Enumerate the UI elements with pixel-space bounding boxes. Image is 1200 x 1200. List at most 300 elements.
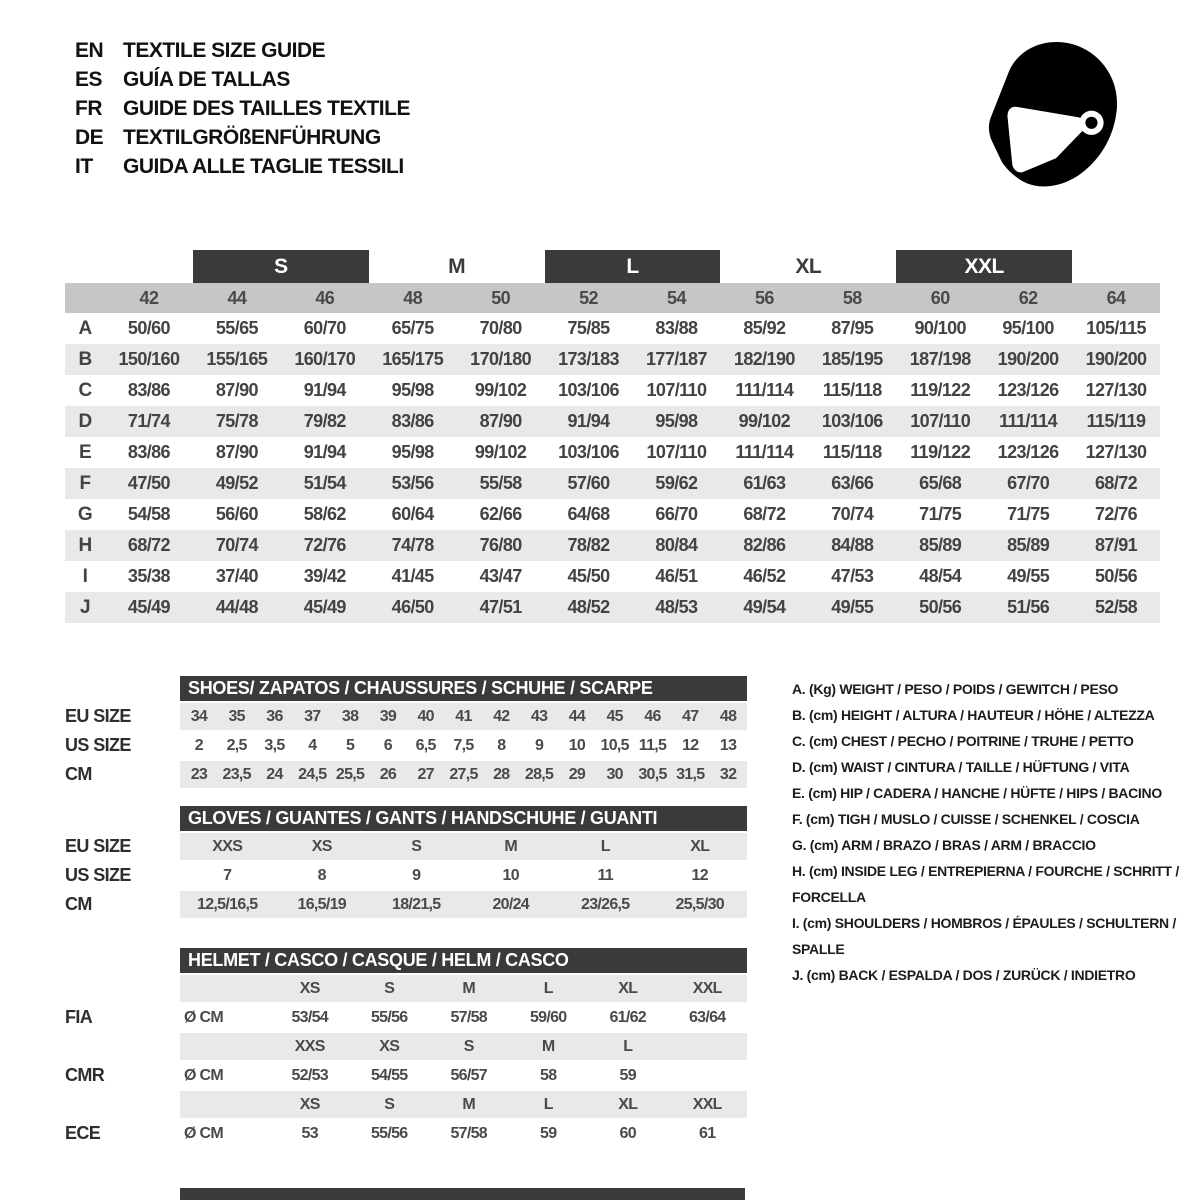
helmet-size-value: 53/54 [291,1008,329,1026]
legend-item [792,910,1188,962]
legend-unit: (cm) [808,785,841,801]
row-values [180,761,747,788]
size-value-cell: 6,5 [415,736,436,754]
size-value-cell: 53/56 [391,473,434,493]
size-value-cell: 49/52 [215,473,258,493]
helmet-size-value: 59 [619,1066,636,1084]
size-group-xxl: XXL [896,250,1072,283]
size-value-cell: M [504,837,518,855]
size-value-cell: 23,5 [222,765,251,783]
size-value-cell: 23/26,5 [581,895,630,913]
numeric-size-label: 46 [315,287,335,308]
size-value-cell: 70/74 [831,504,874,524]
size-value-cell: XL [690,837,710,855]
row-letter-label: G [77,503,93,525]
helmet-size-labels [180,1091,747,1118]
language-code: DE [75,126,104,149]
row-letter-label: B [78,348,92,370]
size-value-cell: 44/48 [215,597,258,617]
textile-size-table [65,250,1160,623]
helmet-size-value [668,1062,748,1089]
legend-item [792,780,1188,806]
size-value-cell: 11 [597,866,613,884]
helmet-size-value: 63/64 [688,1008,726,1026]
legend-text: TIGH / MUSLO / CUISSE / SCHENKEL / COSCIA [837,811,1140,827]
size-value-cell: 7 [223,866,232,884]
size-value-cell: 75/85 [567,318,610,338]
helmet-size-label: XXS [294,1037,325,1055]
size-value-cell: S [411,837,422,855]
size-value-cell: 160/170 [294,349,356,369]
legend-unit: (cm) [809,733,841,749]
language-title: GUIDE DES TAILLES TEXTILE [123,97,410,120]
size-value-cell: 103/106 [558,380,619,400]
size-value-cell: 111/114 [735,380,794,400]
row-label: EU SIZE [65,836,131,856]
size-value-cell: 165/175 [382,349,444,369]
row-letter-label: A [78,317,92,339]
language-code: FR [75,97,102,120]
helmet-size-value: 59 [540,1124,557,1142]
numeric-size-label: 58 [842,287,862,308]
size-value-cell: 35 [228,707,245,725]
helmet-value-row [65,1004,747,1031]
size-value-cell: 70/74 [215,535,258,555]
size-value-cell: 99/102 [474,442,527,462]
size-value-cell: 99/102 [474,380,527,400]
language-code: EN [75,39,104,62]
language-row [75,65,410,94]
size-group-xl: XL [795,254,822,278]
helmet-table-title: HELMET / CASCO / CASQUE / HELM / CASCO [180,948,747,973]
size-value-cell: 105/115 [1086,318,1146,338]
legend-item [792,962,1188,988]
helmet-size-labels [180,1033,747,1060]
size-value-cell: 190/200 [1085,349,1147,369]
row-label [65,1033,180,1060]
size-value-cell: 61/63 [743,473,786,493]
row-letter-label: H [78,534,92,556]
size-value-cell: 50/56 [1095,566,1138,586]
numeric-size-spacer [65,283,105,313]
size-value-cell: 60/70 [303,318,346,338]
size-value-cell: 25,5 [335,765,365,783]
size-value-cell: 170/180 [470,349,532,369]
standard-label: ECE [65,1123,101,1143]
size-value-cell: 119/122 [910,442,971,462]
size-value-cell: 74/78 [391,535,434,555]
legend-key: B. [792,707,809,723]
row-label: US SIZE [65,735,131,755]
table-row [65,499,1160,530]
size-value-cell: 91/94 [567,411,610,431]
table-row [65,468,1160,499]
size-value-cell: 95/100 [1002,318,1054,338]
legend-text: SHOULDERS / HOMBROS / ÉPAULES / SCHULTERN / SPALLE [792,915,1177,957]
table-row [65,375,1160,406]
helmet-values [180,1120,747,1147]
helmet-size-label: S [463,1037,474,1055]
size-value-cell: 123/126 [997,380,1059,400]
size-value-cell: 28,5 [524,765,554,783]
helmet-size-value: 61 [699,1124,716,1142]
size-value-cell: 37/40 [215,566,258,586]
row-letter-label: E [78,441,92,463]
legend-key: F. [792,811,806,827]
size-value-cell: 173/183 [558,349,619,369]
size-value-cell: 64/68 [567,504,610,524]
size-value-cell: 46/52 [743,566,786,586]
size-value-cell: 68/72 [1095,473,1138,493]
size-value-cell: 87/95 [831,318,874,338]
diameter-unit-label: Ø CM [184,1124,223,1142]
table-row [65,437,1160,468]
size-group-l: L [545,250,721,283]
helmet-size-label: XS [299,1095,320,1113]
helmet-size-value: 52/53 [291,1066,329,1084]
size-value-cell: 72/76 [303,535,346,555]
helmet-size-value: 59/60 [529,1008,567,1026]
legend-key: C. [792,733,809,749]
numeric-size-label: 64 [1106,287,1126,308]
row-letter-label: C [78,379,92,401]
size-value-cell: 45/49 [127,597,170,617]
row-values [180,891,747,918]
size-value-cell: 71/74 [127,411,170,431]
size-value-cell: 47/53 [831,566,874,586]
legend-unit: (cm) [809,837,842,853]
diameter-unit-label: Ø CM [184,1066,223,1084]
helmet-values [180,1062,747,1089]
size-value-cell: 18/21,5 [392,895,441,913]
helmet-size-table [65,948,747,1147]
size-value-cell: XS [311,837,332,855]
size-value-cell: 111/114 [999,411,1058,431]
size-value-cell: 45/49 [303,597,346,617]
row-letter-label: D [78,410,92,432]
helmet-values [180,1004,747,1031]
legend-key: I. [792,915,803,931]
row-label: EU SIZE [65,706,131,726]
size-value-cell: 50/56 [919,597,962,617]
gloves-rows [65,833,747,918]
language-row [75,152,410,181]
size-value-cell: 182/190 [733,349,795,369]
cropped-next-section-bar [180,1188,745,1200]
size-value-cell: 79/82 [303,411,346,431]
numeric-size-label: 56 [754,287,774,308]
numeric-size-label: 62 [1018,287,1038,308]
size-value-cell: 190/200 [997,349,1059,369]
numeric-size-label: 44 [227,287,247,308]
helmet-size-label: M [462,979,476,997]
size-value-cell: 177/187 [646,349,707,369]
size-value-cell: 70/80 [479,318,522,338]
size-value-cell: 99/102 [738,411,791,431]
helmet-size-label: XS [379,1037,400,1055]
table-row [65,530,1160,561]
size-value-cell: 82/86 [743,535,786,555]
helmet-rows [65,975,747,1147]
size-value-cell: 185/195 [821,349,883,369]
size-value-cell: 76/80 [479,535,522,555]
size-value-cell: 36 [266,707,283,725]
size-value-cell: 115/118 [822,442,882,462]
racing-helmet-svg [972,36,1140,204]
row-values [180,703,747,730]
size-value-cell: 41 [455,707,472,725]
size-value-cell: 12 [691,866,708,884]
size-value-cell: 95/98 [391,380,434,400]
sub-table-row [65,761,747,788]
language-title: GUÍA DE TALLAS [123,68,290,91]
shoes-rows [65,703,747,788]
helmet-size-label: XXL [692,979,722,997]
helmet-size-value: 55/56 [370,1124,408,1142]
size-value-cell: 45/50 [567,566,610,586]
language-title: GUIDA ALLE TAGLIE TESSILI [123,155,404,178]
size-value-cell: 103/106 [821,411,883,431]
size-value-cell: 87/90 [479,411,522,431]
gloves-table-title: GLOVES / GUANTES / GANTS / HANDSCHUHE / GUANTI [180,806,747,831]
size-value-cell: 30 [606,765,623,783]
row-label [65,975,180,1002]
size-value-cell: 80/84 [655,535,698,555]
size-value-cell: 8 [317,866,326,884]
size-value-cell: XXS [212,837,243,855]
size-value-cell: 58/62 [303,504,346,524]
size-value-cell: 115/119 [1086,411,1146,431]
size-value-cell: 47/50 [127,473,170,493]
helmet-value-row [65,1120,747,1147]
size-value-cell: 115/118 [822,380,882,400]
size-value-cell: 67/70 [1007,473,1050,493]
table-row [65,313,1160,344]
size-value-cell: 13 [719,736,737,754]
legend-text: CHEST / PECHO / POITRINE / TRUHE / PETTO [840,733,1134,749]
size-value-cell: 10 [568,736,586,754]
row-letter-label: I [82,565,88,587]
row-values [180,732,747,759]
size-value-cell: 57/60 [567,473,610,493]
legend-item [792,806,1188,832]
legend-key: E. [792,785,809,801]
size-value-cell: 55/58 [479,473,522,493]
measurement-legend [792,676,1188,988]
size-value-cell: 45 [606,707,623,725]
sub-table-row [65,891,747,918]
legend-unit: (cm) [809,759,841,775]
helmet-size-label: L [623,1037,633,1055]
size-value-cell: 49/55 [831,597,874,617]
size-value-cell: 75/78 [215,411,258,431]
size-value-cell: 63/66 [831,473,874,493]
size-value-cell: 44 [568,707,586,725]
size-value-cell: 39/42 [303,566,346,586]
legend-key: J. [792,967,807,983]
size-value-cell: 107/110 [646,442,707,462]
legend-key: A. [792,681,809,697]
size-value-cell: 43/47 [479,566,522,586]
helmet-size-label: M [541,1037,555,1055]
size-value-cell: 150/160 [118,349,180,369]
size-value-cell: 5 [345,736,355,754]
size-value-cell: 48/52 [567,597,610,617]
size-value-cell: 78/82 [567,535,610,555]
size-value-cell: 48/53 [655,597,698,617]
language-row [75,94,410,123]
helmet-size-band [65,975,747,1002]
size-value-cell: 8 [497,736,506,754]
size-value-cell: L [600,837,610,855]
row-letter-label: F [79,472,91,494]
size-value-cell: 87/91 [1095,535,1138,555]
diameter-unit-label: Ø CM [184,1008,223,1026]
size-value-cell: 65/75 [391,318,434,338]
table-row [65,592,1160,623]
size-value-cell: 16,5/19 [297,895,346,913]
size-value-cell: 95/98 [655,411,698,431]
size-value-cell: 51/56 [1007,597,1050,617]
size-value-cell: 107/110 [910,411,971,431]
size-value-cell: 27 [417,765,434,783]
helmet-size-label: L [543,979,553,997]
sub-table-row [65,833,747,860]
helmet-size-label [668,1033,748,1060]
size-value-cell: 42 [493,707,510,725]
size-value-cell: 12,5/16,5 [197,895,258,913]
language-row [75,36,410,65]
row-label: US SIZE [65,865,131,885]
legend-text: ARM / BRAZO / BRAS / ARM / BRACCIO [841,837,1096,853]
size-value-cell: 7,5 [453,736,474,754]
row-label [65,1091,180,1118]
legend-text: INSIDE LEG / ENTREPIERNA / FOURCHE / SCHRITT / FORCELLA [792,863,1179,905]
size-value-cell: 46/51 [655,566,698,586]
legend-unit: (cm) [809,707,841,723]
numeric-size-label: 60 [930,287,950,308]
size-value-cell: 60/64 [391,504,434,524]
helmet-size-label: M [462,1095,476,1113]
size-value-cell: 50/60 [127,318,170,338]
legend-item [792,754,1188,780]
size-value-cell: 32 [719,765,737,783]
sub-table-row [65,703,747,730]
size-value-cell: 87/90 [215,442,258,462]
size-value-cell: 35/38 [127,566,170,586]
size-value-cell: 12 [682,736,699,754]
size-value-cell: 155/165 [206,349,268,369]
size-value-cell: 25,5/30 [675,895,724,913]
legend-text: HEIGHT / ALTURA / HAUTEUR / HÖHE / ALTEZZA [840,707,1155,723]
spacer-cell [180,1033,270,1060]
legend-text: WAIST / CINTURA / TAILLE / HÜFTUNG / VITA [840,759,1130,775]
size-value-cell: 3,5 [264,736,285,754]
racing-helmet-icon [972,36,1140,204]
sub-table-row [65,862,747,889]
table-row [65,406,1160,437]
size-value-cell: 85/89 [1007,535,1050,555]
size-value-cell: 85/92 [743,318,786,338]
numeric-size-label: 54 [667,287,686,308]
size-value-cell: 10 [502,866,519,884]
size-value-cell: 2,5 [226,736,247,754]
legend-unit: (cm) [805,811,838,827]
row-label: CM [65,894,92,914]
size-value-cell: 29 [568,765,586,783]
size-value-cell: 83/86 [127,442,170,462]
size-value-cell: 54/58 [127,504,170,524]
size-value-cell: 11,5 [638,736,667,754]
language-row [75,123,410,152]
size-value-cell: 65/68 [919,473,962,493]
legend-item [792,858,1188,910]
size-value-cell: 72/76 [1095,504,1138,524]
size-value-cell: 37 [304,707,321,725]
size-value-cell: 87/90 [215,380,258,400]
helmet-size-value: 55/56 [370,1008,408,1026]
size-value-cell: 43 [530,707,548,725]
shoes-size-table [65,676,747,788]
language-header [75,36,410,181]
size-value-cell: 95/98 [391,442,434,462]
standard-label: CMR [65,1065,105,1085]
size-group-s: S [193,250,369,283]
size-value-cell: 83/86 [127,380,170,400]
size-value-cell: 47 [682,707,699,725]
numeric-size-label: 42 [139,287,159,308]
helmet-size-label: S [384,1095,395,1113]
legend-item [792,676,1188,702]
gloves-size-table [65,806,747,918]
size-value-cell: 51/54 [303,473,346,493]
size-value-cell: 71/75 [919,504,962,524]
helmet-size-band [65,1091,747,1118]
legend-key: G. [792,837,810,853]
legend-key: D. [792,759,809,775]
size-value-cell: 127/130 [1085,380,1147,400]
size-value-cell: 48 [719,707,737,725]
size-value-cell: 66/70 [655,504,698,524]
language-code: ES [75,68,103,91]
size-value-cell: 91/94 [303,442,346,462]
size-value-cell: 103/106 [558,442,619,462]
legend-unit: (cm) [802,915,835,931]
numeric-size-label: 48 [403,287,423,308]
size-value-cell: 107/110 [646,380,707,400]
standard-label: FIA [65,1007,93,1027]
legend-key: H. [792,863,809,879]
row-label: CM [65,764,92,784]
size-value-cell: 85/89 [919,535,962,555]
size-value-cell: 187/198 [909,349,971,369]
helmet-size-label: XXL [692,1095,722,1113]
size-value-cell: 123/126 [997,442,1059,462]
size-value-cell: 83/88 [655,318,698,338]
size-value-cell: 68/72 [127,535,170,555]
legend-item [792,728,1188,754]
numeric-size-label: 50 [491,287,511,308]
row-letter-label: J [80,596,90,618]
legend-text: WEIGHT / PESO / POIDS / GEWITCH / PESO [839,681,1119,697]
size-value-cell: 111/114 [735,442,794,462]
helmet-size-band [65,1033,747,1060]
size-value-cell: 27,5 [449,765,478,783]
size-value-cell: 39 [379,707,397,725]
size-value-cell: 31,5 [676,765,705,783]
helmet-size-value: 60 [619,1124,636,1142]
legend-item [792,832,1188,858]
